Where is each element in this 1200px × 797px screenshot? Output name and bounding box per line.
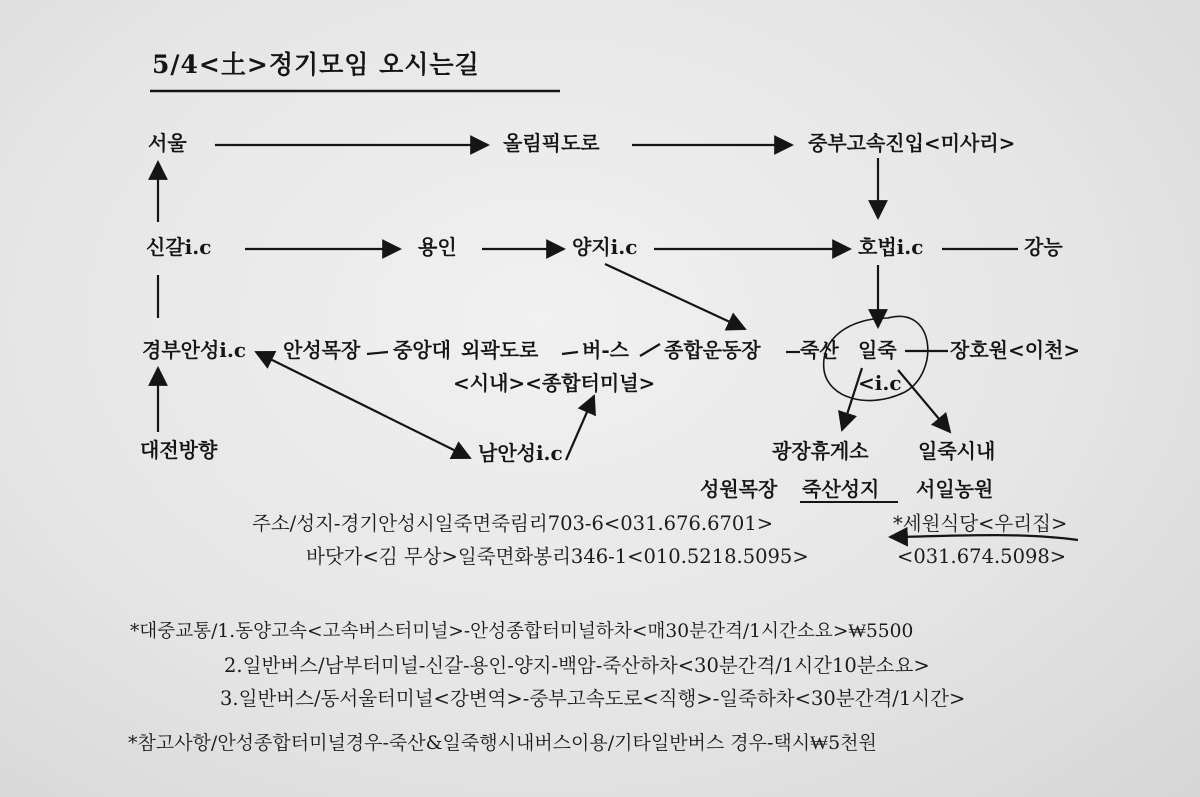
dash-1 bbox=[367, 352, 388, 354]
node-seongwon-ranch: 성원목장 bbox=[700, 477, 778, 501]
node-hobeop: 호법i.c bbox=[858, 235, 924, 259]
node-downtown-terminal: <시내><종합터미널> bbox=[453, 371, 656, 395]
address-line-1: 주소/성지-경기안성시일죽면죽림리703-6<031.676.6701> bbox=[252, 512, 774, 535]
node-janghowon: 장호원<이천> bbox=[950, 338, 1081, 362]
node-nam-anseong: 남안성i.c bbox=[478, 441, 563, 465]
node-gangneung: 강능 bbox=[1024, 235, 1063, 259]
dash-3 bbox=[640, 344, 660, 356]
node-bus: 버-스 bbox=[582, 338, 629, 362]
node-chungang: 중앙대 bbox=[393, 338, 451, 362]
node-olympic-road: 올림픽도로 bbox=[503, 131, 600, 155]
node-jungbu-entry: 중부고속진입<미사리> bbox=[808, 131, 1016, 155]
transit-line-2: 2.일반버스/남부터미널-신갈-용인-양지-백암-죽산하차<30분간격/1시간10분소요> bbox=[224, 654, 930, 677]
node-ic-label: <i.c bbox=[858, 371, 902, 395]
node-gyeongbu-anseong: 경부안성i.c bbox=[142, 338, 247, 362]
node-yangji: 양지i.c bbox=[572, 235, 638, 259]
node-seoil-farm: 서일농원 bbox=[916, 477, 994, 501]
node-singal: 신갈i.c bbox=[146, 235, 212, 259]
arrow-to-restaurant bbox=[890, 535, 1078, 540]
node-yongin: 용인 bbox=[418, 235, 457, 259]
page-title: 5/4<土>정기모임 오시는길 bbox=[152, 50, 480, 79]
node-outer-road: 외곽도로 bbox=[461, 338, 539, 362]
node-juksan: 죽산 bbox=[800, 338, 839, 362]
node-gwangjang-rest: 광장휴게소 bbox=[772, 439, 869, 463]
arrow-anseong-namanseong bbox=[256, 352, 470, 458]
node-juksan-shrine: 죽산성지 bbox=[802, 477, 880, 501]
node-daejeon: 대전방향 bbox=[140, 438, 218, 462]
restaurant-phone: <031.674.5098> bbox=[897, 545, 1067, 568]
address-line-2: 바닷가<김 무상>일죽면화봉리346-1<010.5218.5095> bbox=[306, 545, 809, 568]
transit-line-1: *대중교통/1.동양고속<고속버스터미널>-안성종합터미널하차<매30분간격/1시간소요>₩5500 bbox=[130, 621, 914, 642]
restaurant-label: *세원식당<우리집> bbox=[893, 512, 1068, 535]
node-iljuk: 일죽 bbox=[858, 338, 897, 362]
arrow-yangji-juksan bbox=[605, 264, 745, 329]
arrow-namanseong-terminal bbox=[566, 396, 594, 460]
node-anseong-ranch: 안성목장 bbox=[283, 338, 361, 362]
node-seoul: 서울 bbox=[148, 131, 187, 155]
dash-2 bbox=[562, 352, 578, 354]
arrow-iljuk-downtown bbox=[898, 370, 950, 432]
transit-note: *참고사항/안성종합터미널경우-죽산&일죽행시내버스이용/기타일반버스 경우-택시₩5천원 bbox=[128, 732, 877, 754]
transit-line-3: 3.일반버스/동서울터미널<강변역>-중부고속도로<직행>-일죽하차<30분간격/1시간> bbox=[220, 687, 966, 710]
node-sports-complex: 종합운동장 bbox=[664, 338, 761, 362]
node-iljuk-downtown: 일죽시내 bbox=[918, 439, 996, 463]
